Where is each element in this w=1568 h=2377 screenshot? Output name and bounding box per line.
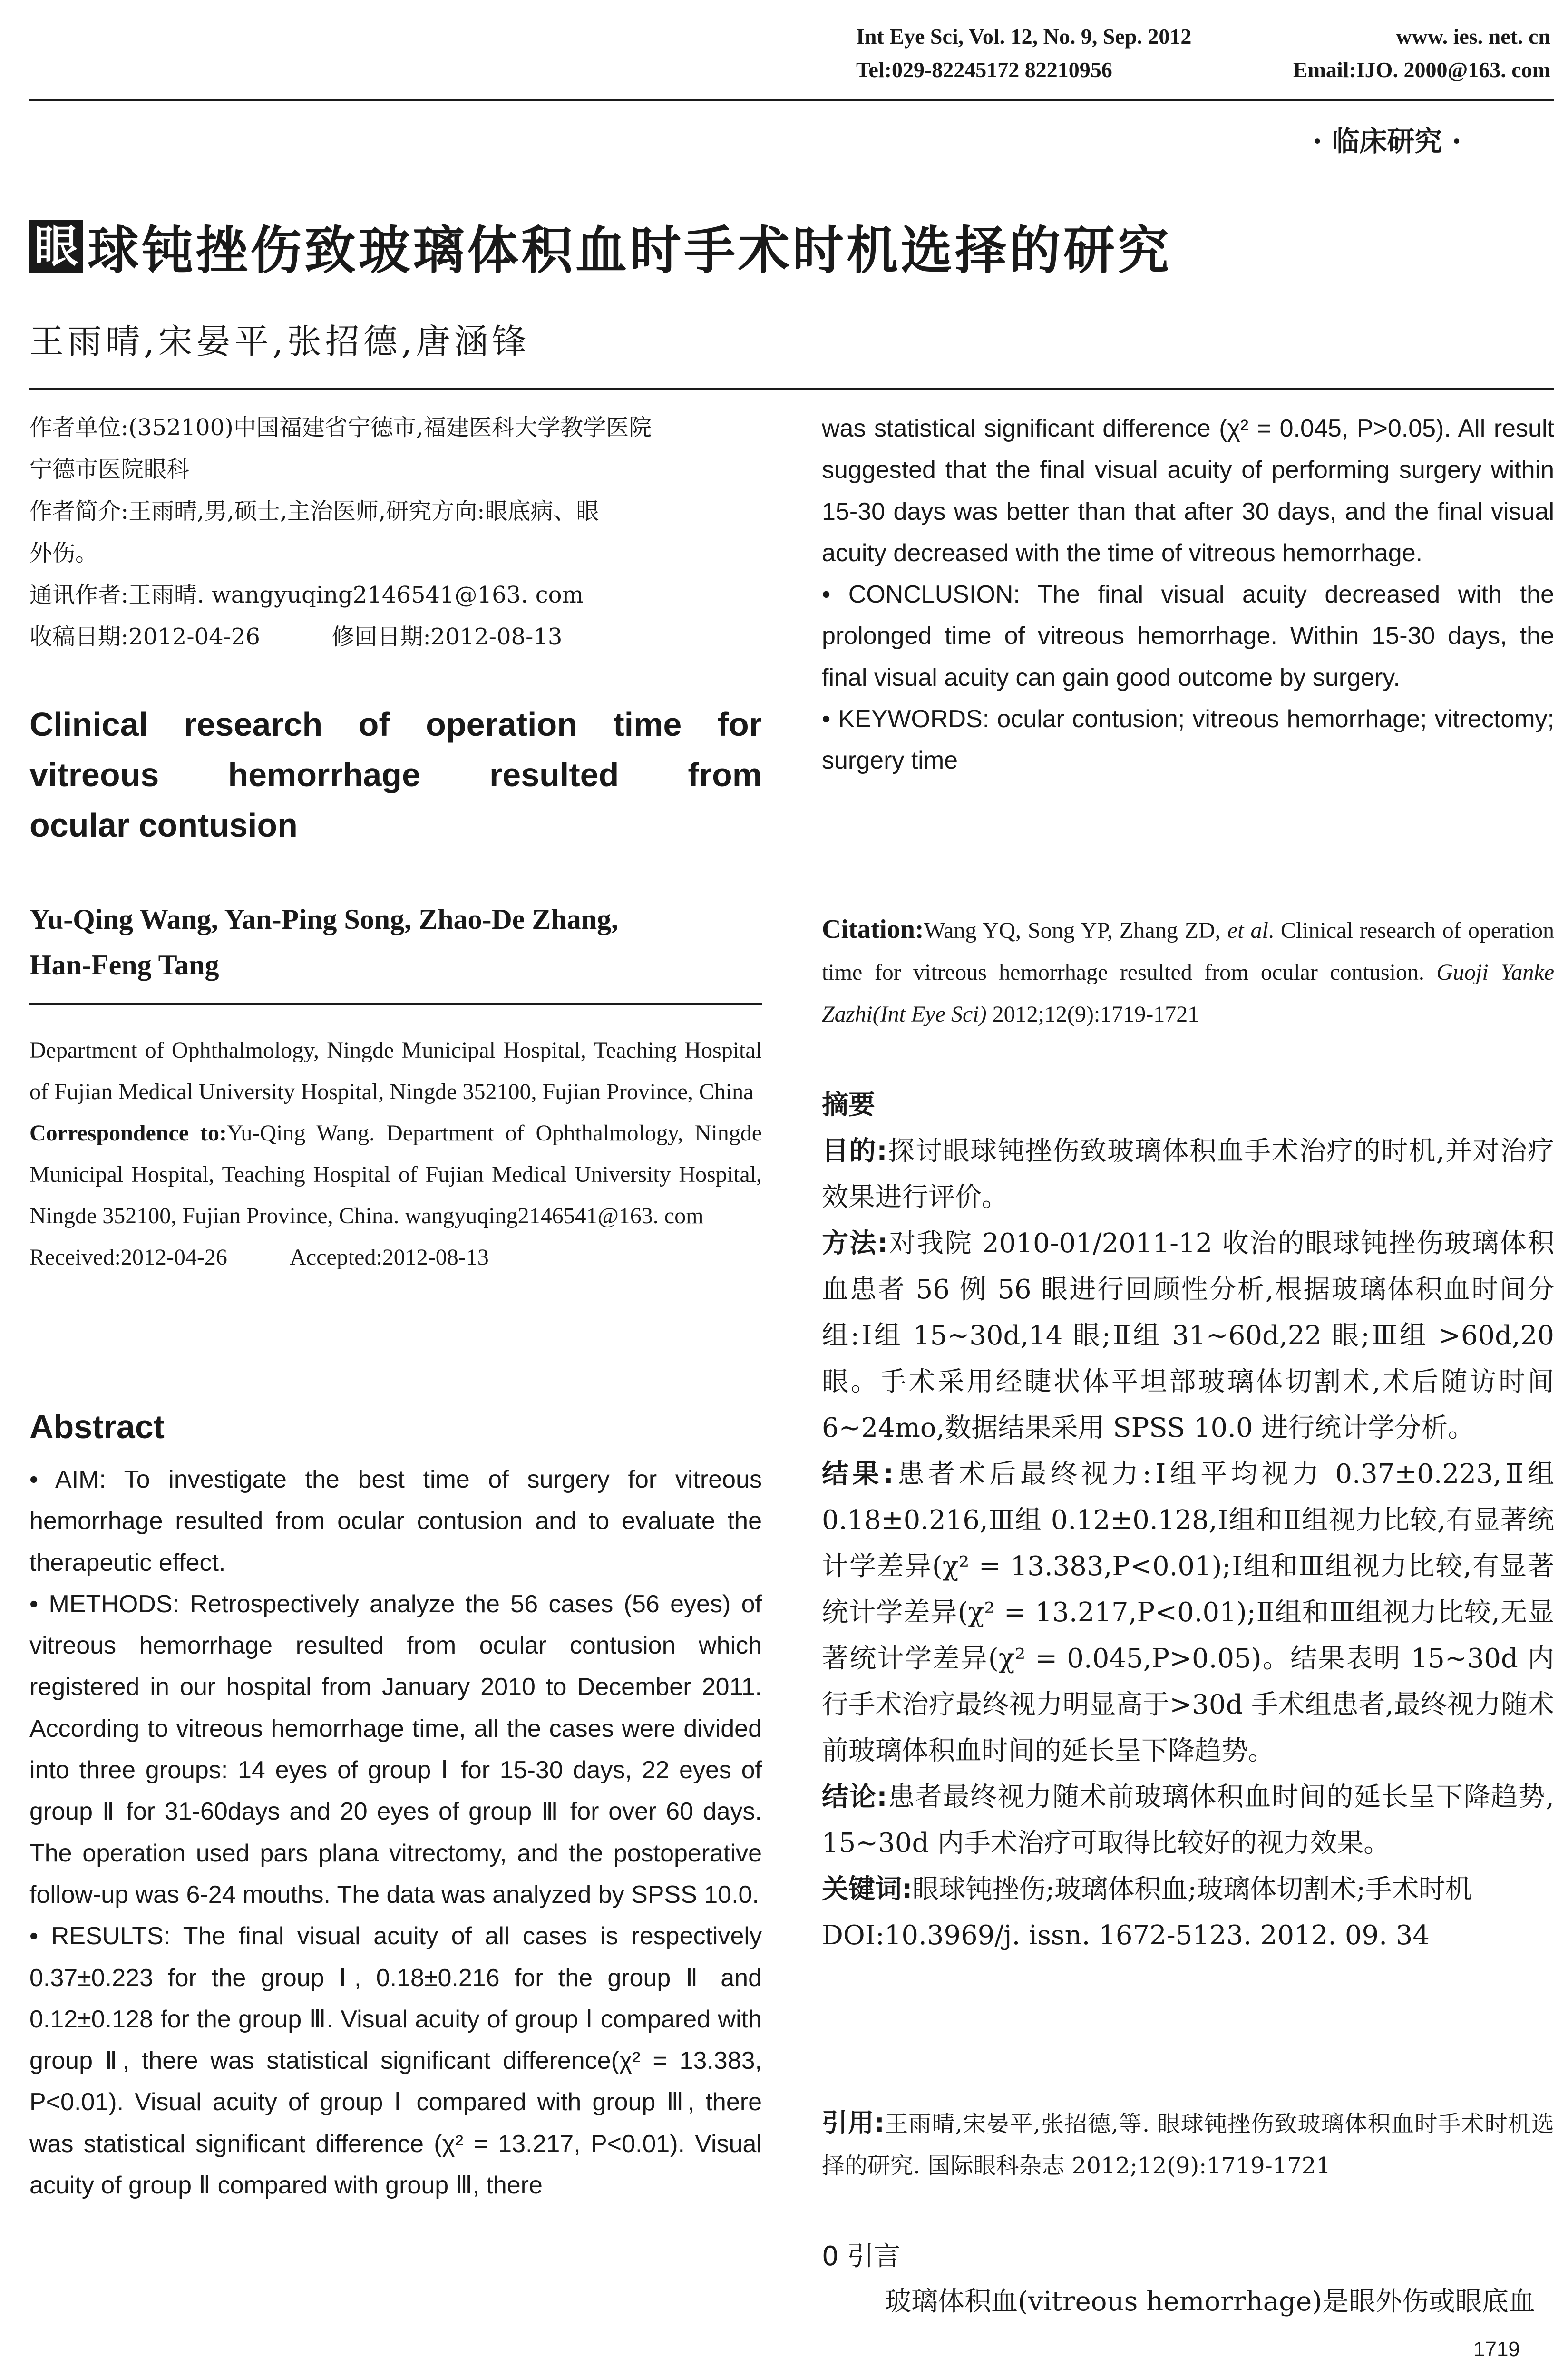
- unit-line-2: 宁德市医院眼科: [29, 456, 190, 483]
- english-title-line-2: vitreous hemorrhage resulted from: [29, 756, 762, 793]
- department: Department of Ophthalmology, Ningde Municipal Hospital, Teaching Hospital of Fujian Medical University Hospital, Ningde 352100, Fujian Province, China: [29, 1038, 762, 1104]
- aim-label: • AIM:: [29, 1466, 106, 1493]
- methods-text: Retrospectively analyze the 56 cases (56 eyes) of vitreous hemorrhage resulted from ocular contusion which registered in our hospital from January 2010 to December 2011. According to vitreous hemorrhage time, all the cases were divided into three groups: 14 eyes of group Ⅰ for 15-30 days, 22 eyes of group Ⅱ for 31-60days and 20 eyes of group Ⅲ for over 60 days. The operation used pars plana vitrectomy, and the postoperative follow-up was 6-24 mouths. The data was analyzed by SPSS 10.0.: [29, 1590, 762, 1909]
- corresponding-author: 通讯作者:王雨晴. wangyuqing2146541@163. com: [29, 582, 584, 608]
- citation-authors: Wang YQ, Song YP, Zhang ZD,: [924, 918, 1221, 943]
- methods-label: • METHODS:: [29, 1590, 179, 1618]
- title-rule: [29, 388, 1554, 390]
- revised-date: 修回日期:2012-08-13: [331, 623, 563, 650]
- intro-heading: 0 引言: [822, 2241, 901, 2272]
- cn-citation-label: 引用:: [822, 2108, 885, 2138]
- cn-abstract-heading: 摘要: [822, 1090, 875, 1120]
- journal-info: Int Eye Sci, Vol. 12, No. 9, Sep. 2012: [856, 24, 1192, 49]
- keywords-text: ocular contusion; vitreous hemorrhage; vitrectomy; surgery time: [822, 705, 1555, 775]
- cn-methods-label: 方法:: [822, 1228, 888, 1259]
- affiliation: [29, 1030, 762, 1278]
- english-authors-line-1: Yu-Qing Wang, Yan-Ping Song, Zhao-De Zhang,: [29, 904, 619, 935]
- cn-results-label: 结果:: [822, 1459, 894, 1490]
- english-title-line-3: ocular contusion: [29, 807, 298, 844]
- cn-keywords-label: 关键词:: [822, 1874, 913, 1905]
- results-continued: was statistical significant difference (χ² = 0.045, P>0.05). All result suggested that the final visual acuity of performing surgery within 15-30 days was better than that after 30 days, and the final visual acuity decreased with the time of vitreous hemorrhage.: [822, 415, 1554, 567]
- cn-conclusion-label: 结论:: [822, 1782, 887, 1812]
- citation-et-al: et al: [1227, 918, 1268, 943]
- results-text: The final visual acuity of all cases is respectively 0.37±0.223 for the group Ⅰ, 0.18±0.216 for the group Ⅱ and 0.12±0.128 for the group Ⅲ. Visual acuity of group Ⅰ compared with group Ⅱ, there was statistical significant difference(χ² = 13.383, P<0.01). Visual acuity of group Ⅰ compared with group Ⅲ, there was statistical significant difference (χ² = 13.217, P<0.01). Visual acuity of group Ⅱ compared with group Ⅲ, there: [29, 1922, 762, 2200]
- email: Email:IJO. 2000@163. com: [1293, 58, 1550, 82]
- cn-keywords-text: 眼球钝挫伤;玻璃体积血;玻璃体切割术;手术时机: [912, 1874, 1472, 1905]
- received-en: Received:2012-04-26: [29, 1245, 227, 1270]
- correspondence-label: Correspondence to:: [29, 1120, 227, 1146]
- bio-line-2: 外伤。: [29, 540, 98, 566]
- english-title: [29, 699, 762, 850]
- page-number: 1719: [1473, 2338, 1520, 2361]
- citation-volume: 2012;12(9):1719-1721: [992, 1002, 1199, 1027]
- doi: DOI:10.3969/j. issn. 1672-5123. 2012. 09. 34: [822, 1920, 1430, 1951]
- cn-aim-label: 目的:: [822, 1136, 887, 1167]
- author-info-cn: [29, 407, 762, 658]
- citation-label: Citation:: [822, 915, 924, 944]
- cn-citation-text: 王雨晴,宋晏平,张招德,等. 眼球钝挫伤致玻璃体积血时手术时机选择的研究. 国际眼科杂志 2012;12(9):1719-1721: [822, 2111, 1554, 2179]
- telephone: Tel:029-82245172 82210956: [856, 58, 1112, 82]
- cn-citation: [822, 2102, 1554, 2187]
- article-title: [29, 209, 1172, 283]
- conclusion-label: • CONCLUSION:: [822, 581, 1020, 609]
- conclusion-text: The final visual acuity decreased with the prolonged time of vitreous hemorrhage. Within 15-30 days, the final visual acuity can gain good outcome by surgery.: [822, 581, 1555, 692]
- keywords-label: • KEYWORDS:: [822, 705, 990, 733]
- cn-aim-text: 探讨眼球钝挫伤致玻璃体积血手术治疗的时机,并对治疗效果进行评价。: [822, 1136, 1554, 1213]
- website: www. ies. net. cn: [1396, 24, 1550, 49]
- english-authors: [29, 896, 762, 988]
- citation-title: . Clinical research of operation time for vitreous hemorrhage resulted from ocular contusion.: [822, 918, 1555, 985]
- abstract-heading: Abstract: [29, 1408, 165, 1445]
- abstract-right: [822, 408, 1554, 782]
- bio-line-1: 作者简介:王雨晴,男,硕士,主治医师,研究方向:眼底病、眼: [29, 498, 599, 525]
- authors-rule: [29, 1003, 762, 1005]
- abstract-cn: [822, 1082, 1554, 1958]
- abstract-left: [29, 1459, 762, 2206]
- aim-text: To investigate the best time of surgery for vitreous hemorrhage resulted from ocular contusion and to evaluate the therapeutic effect.: [29, 1466, 762, 1577]
- title-text: 球钝挫伤致玻璃体积血时手术时机选择的研究: [88, 221, 1172, 281]
- accepted-en: Accepted:2012-08-13: [290, 1245, 489, 1270]
- correspondence-text: Yu-Qing Wang. Department of Ophthalmology, Ningde Municipal Hospital, Teaching Hospital of Fujian Medical University Hospital, Ningde 352100, Fujian Province, China. wangyuqing2146541@163. com: [29, 1120, 762, 1228]
- citation-journal: Guoji Yanke Zazhi(Int Eye Sci): [822, 960, 1554, 1027]
- intro-text: 玻璃体积血(vitreous hemorrhage)是眼外伤或眼底血: [885, 2286, 1535, 2317]
- unit-line-1: 作者单位:(352100)中国福建省宁德市,福建医科大学教学医院: [29, 414, 652, 441]
- english-authors-line-2: Han-Feng Tang: [29, 949, 219, 981]
- cn-conclusion-text: 患者最终视力随术前玻璃体积血时间的延长呈下降趋势, 15~30d 内手术治疗可取得比较好的视力效果。: [822, 1782, 1554, 1859]
- masthead: [856, 20, 1550, 87]
- citation: [822, 908, 1554, 1035]
- results-label: • RESULTS:: [29, 1922, 171, 1950]
- english-title-line-1: Clinical research of operation time for: [29, 706, 762, 743]
- cn-methods-text: 对我院 2010-01/2011-12 收治的眼球钝挫伤玻璃体积血患者 56 例 56 眼进行回顾性分析,根据玻璃体积血时间分组:Ⅰ组 15~30d,14 眼;Ⅱ组 31~60d,22 眼;Ⅲ组 >60d,20 眼。手术采用经睫状体平坦部玻璃体切割术,术后随访时间 6~24mo,数据结果采用 SPSS 10.0 进行统计学分析。: [822, 1228, 1554, 1443]
- authors-cn: 王雨晴,宋晏平,张招德,唐涵锋: [29, 321, 530, 361]
- received-date: 收稿日期:2012-04-26: [29, 623, 260, 650]
- header-rule: [29, 99, 1554, 101]
- title-first-char: 眼: [29, 220, 83, 273]
- cn-results-text: 患者术后最终视力:Ⅰ组平均视力 0.37±0.223,Ⅱ组 0.18±0.216,Ⅲ组 0.12±0.128,Ⅰ组和Ⅱ组视力比较,有显著统计学差异(χ² = 13.383,P<0.01);Ⅰ组和Ⅲ组视力比较,有显著统计学差异(χ² = 13.217,P<0.01);Ⅱ组和Ⅲ组视力比较,无显著统计学差异(χ² = 0.045,P>0.05)。结果表明 15~30d 内行手术治疗最终视力明显高于>30d 手术组患者,最终视力随术前玻璃体积血时间的延长呈下降趋势。: [822, 1459, 1555, 1766]
- section-tag: · 临床研究 ·: [1313, 125, 1461, 157]
